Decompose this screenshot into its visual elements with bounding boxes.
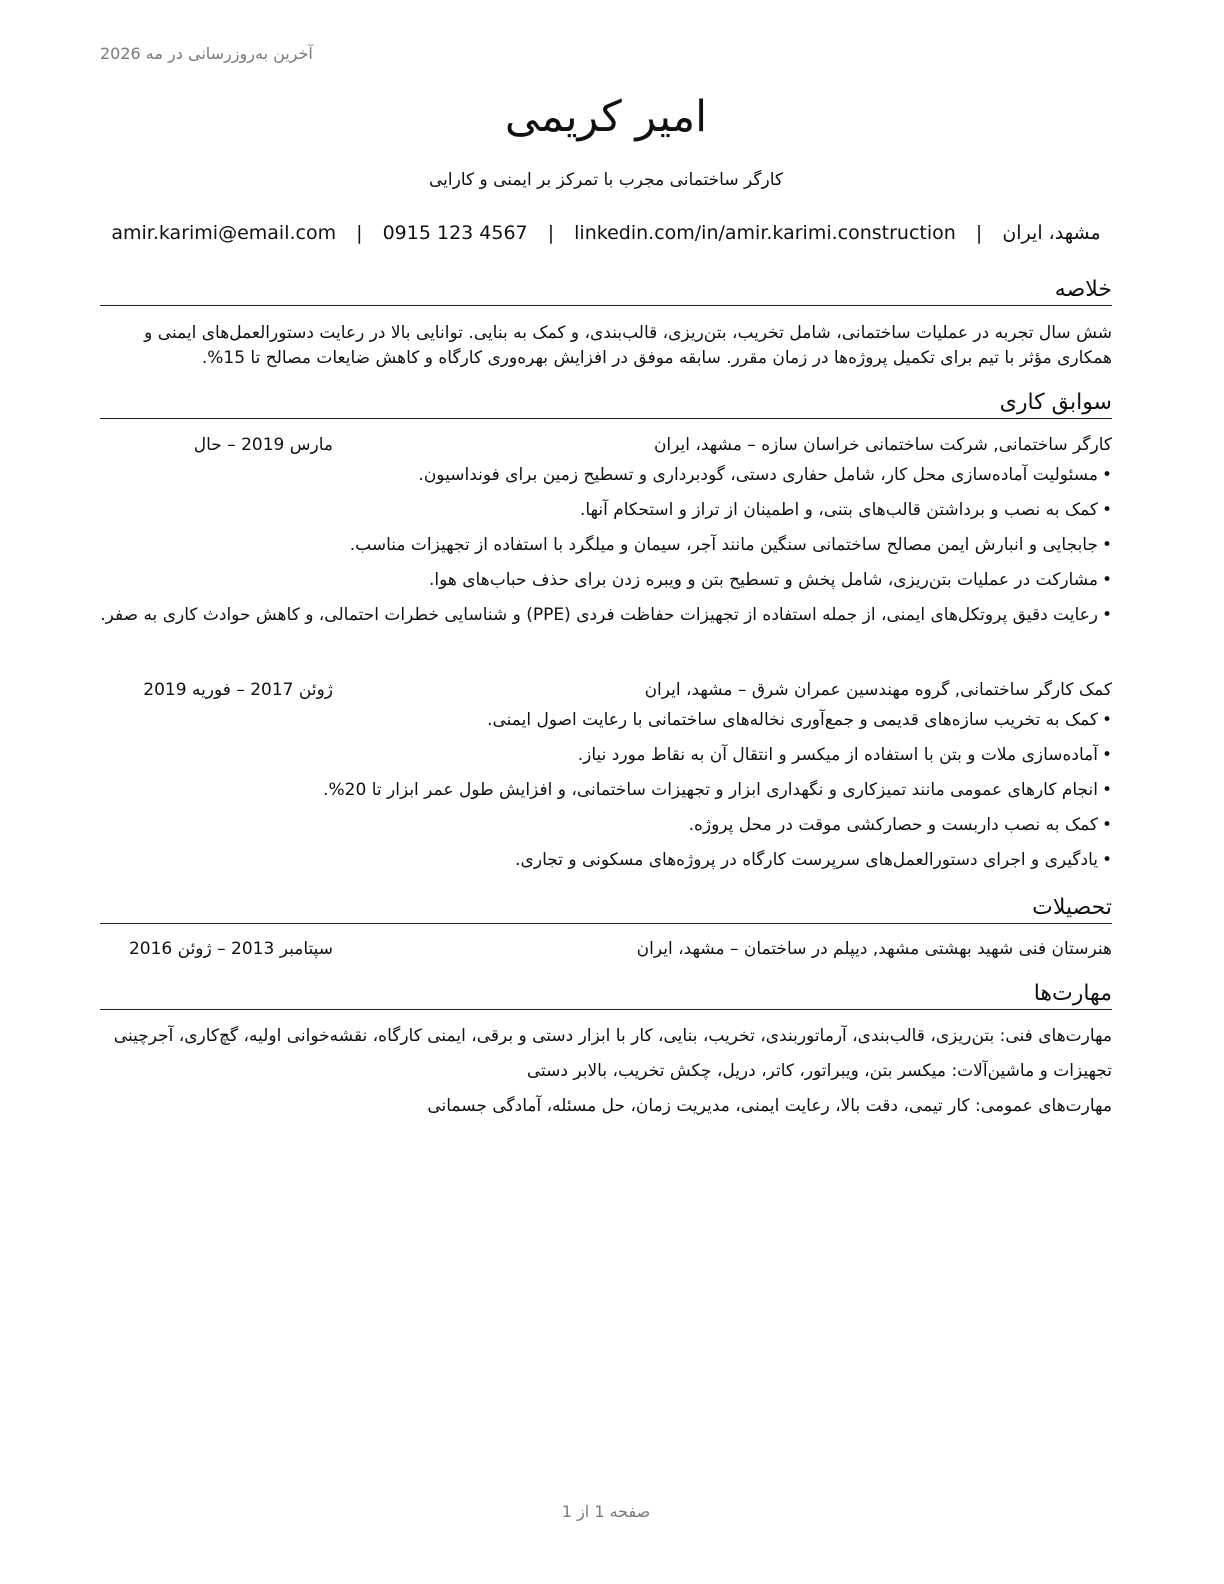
candidate-subtitle: کارگر ساختمانی مجرب با تمرکز بر ایمنی و کارایی	[429, 170, 783, 190]
job-dates: مارس 2019 – حال	[193, 435, 333, 455]
job-bullet: • یادگیری و اجرای دستورالعمل‌های سرپرست کارگاه در پروژه‌های مسکونی و تجاری.	[94, 848, 1112, 873]
job-title: کمک کارگر ساختمانی, گروه مهندسین عمران شرق – مشهد، ایران	[644, 680, 1112, 700]
job-bullet: • انجام کارهای عمومی مانند تمیزکاری و نگهداری ابزار و تجهیزات ساختمانی، و افزایش طول عمر ابزار تا 20%.	[94, 778, 1112, 803]
education-dates: سپتامبر 2013 – ژوئن 2016	[128, 939, 333, 959]
contact-line	[100, 222, 1112, 244]
summary-heading: خلاصه	[100, 276, 1112, 306]
resume-page	[100, 0, 1112, 1584]
page-number-footer: صفحه 1 از 1	[561, 1502, 651, 1521]
job-title: کارگر ساختمانی, شرکت ساختمانی خراسان سازه – مشهد، ایران	[653, 435, 1112, 455]
job-bullet: • مشارکت در عملیات بتن‌ریزی، شامل پخش و تسطیح بتن و ویبره زدن برای حذف حباب‌های هوا.	[94, 568, 1112, 593]
experience-heading: سوابق کاری	[100, 389, 1112, 419]
job-entry-header	[100, 677, 1112, 703]
last-updated-text: آخرین به‌روزرسانی در مه 2026	[100, 44, 313, 63]
job-bullet: • کمک به تخریب سازه‌های قدیمی و جمع‌آوری نخاله‌های ساختمانی با رعایت اصول ایمنی.	[94, 708, 1112, 733]
contact-linkedin[interactable]: linkedin.com/in/amir.karimi.construction	[574, 222, 956, 244]
skills-row-equipment: تجهیزات و ماشین‌آلات: میکسر بتن، ویبراتور، کاتر، دریل، چکش تخریب، بالابر دستی	[526, 1061, 1112, 1081]
contact-separator: |	[356, 222, 363, 244]
education-heading: تحصیلات	[100, 894, 1112, 924]
education-entry	[100, 936, 1112, 962]
job-bullet: • کمک به نصب و برداشتن قالب‌های بتنی، و اطمینان از تراز و استحکام آنها.	[94, 498, 1112, 523]
job-bullet: • آماده‌سازی ملات و بتن با استفاده از میکسر و انتقال آن به نقاط مورد نیاز.	[94, 743, 1112, 768]
contact-separator: |	[975, 222, 983, 244]
job-bullet: • رعایت دقیق پروتکل‌های ایمنی، از جمله استفاده از تجهیزات حفاظت فردی (PPE) و شناسایی خطرات احتمالی، و کاهش حوادث کاری به صفر.	[94, 603, 1112, 628]
skills-row-technical: مهارت‌های فنی: بتن‌ریزی، قالب‌بندی، آرماتوربندی، تخریب، بنایی، کار با ابزار دستی و برقی، ایمنی کارگاه، نقشه‌خوانی اولیه، گچ‌کاری، آجرچینی	[113, 1026, 1112, 1046]
contact-location: مشهد، ایران	[1002, 222, 1101, 244]
job-entry-header	[100, 432, 1112, 458]
candidate-name: امیر کریمی	[504, 92, 708, 142]
summary-text: شش سال تجربه در عملیات ساختمانی، شامل تخریب، بتن‌ریزی، قالب‌بندی، و کمک به بنایی. توانایی بالا در رعایت دستورالعمل‌های ایمنی و همکاری مؤثر با تیم برای تکمیل پروژه‌ها در زمان مقرر. سابقه موفق در افزایش بهره‌وری کارگاه و کاهش ضایعات مصالح تا 15%.	[144, 323, 1112, 368]
job-bullet: • مسئولیت آماده‌سازی محل کار، شامل حفاری دستی، گودبرداری و تسطیح زمین برای فونداسیون.	[94, 463, 1112, 488]
contact-email[interactable]: amir.karimi@email.com	[111, 222, 337, 244]
skills-row-general: مهارت‌های عمومی: کار تیمی، دقت بالا، رعایت ایمنی، مدیریت زمان، حل مسئله، آمادگی جسمانی	[427, 1096, 1112, 1116]
job-bullet: • کمک به نصب داربست و حصارکشی موقت در محل پروژه.	[94, 813, 1112, 838]
contact-separator: |	[547, 222, 555, 244]
skills-heading: مهارت‌ها	[100, 980, 1112, 1010]
skills-list	[94, 1024, 1112, 1129]
job-bullet-list	[94, 463, 1112, 638]
education-title: هنرستان فنی شهید بهشتی مشهد, دیپلم در ساختمان – مشهد، ایران	[636, 939, 1112, 959]
job-bullet-list	[94, 708, 1112, 883]
job-dates: ژوئن 2017 – فوریه 2019	[143, 680, 333, 700]
job-bullet: • جابجایی و انبارش ایمن مصالح ساختمانی سنگین مانند آجر، سیمان و میلگرد با استفاده از تجهیزات مناسب.	[94, 533, 1112, 558]
contact-phone[interactable]: 0915 123 4567	[382, 222, 528, 244]
